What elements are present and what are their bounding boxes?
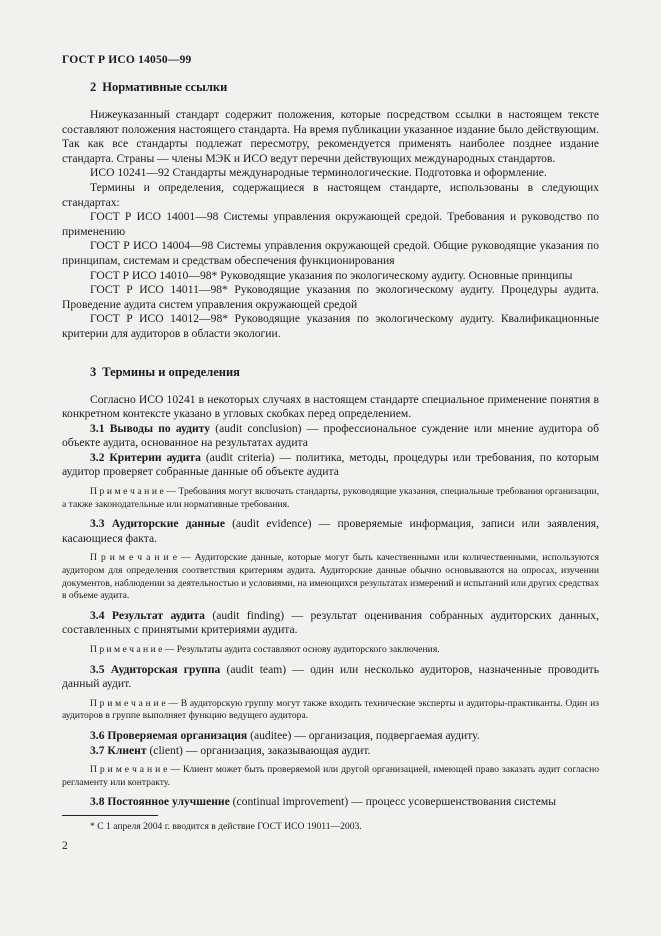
note-label: П р и м е ч а н и е	[90, 552, 177, 564]
note-label: П р и м е ч а н и е	[90, 644, 163, 655]
page-number: 2	[62, 840, 68, 852]
footnote: * С 1 апреля 2004 г. вводится в действие ГОСТ ИСО 19011—2003.	[90, 821, 362, 832]
note-text: — В аудиторскую группу могут также входить технические эксперты и аудиторы-практиканты. Один из аудиторов в группе выполняет функцию ведущего аудитора.	[62, 697, 599, 722]
term-entry	[62, 422, 599, 451]
reference-item: ГОСТ Р ИСО 14010—98* Руководящие указания по экологическому аудиту. Основные принципы	[90, 268, 573, 282]
note-label: П р и м е ч а н и е	[90, 697, 166, 709]
term-name: Аудиторские данные	[111, 517, 225, 531]
note-text: — Клиент может быть проверяемой или другой организацией, имеющей право заказать аудит согласно регламенту или контракту.	[62, 764, 600, 788]
term-number: 3.1	[90, 421, 105, 435]
term-english: (client)	[149, 743, 183, 757]
term-number: 3.3	[90, 517, 105, 531]
term-entry	[62, 663, 599, 692]
reference-item: ГОСТ Р ИСО 14001—98 Системы управления окружающей средой. Требования и руководство по применению	[62, 210, 599, 238]
section-number: 2	[90, 80, 97, 94]
note-text: — Результаты аудита составляют основу аудиторского заключения.	[164, 644, 440, 655]
term-number: 3.8	[90, 795, 105, 809]
term-definition: — проверяемые информация, записи или заявления, касающиеся факта.	[62, 517, 599, 545]
reference-item: ИСО 10241—92 Стандарты международные терминологические. Подготовка и оформление.	[90, 166, 547, 180]
section-number: 3	[90, 364, 97, 379]
footnote-divider	[62, 815, 158, 816]
term-definition: — политика, методы, процедуры или требования, по которым аудитор проверяет собранные данные об объекте аудита	[62, 450, 599, 479]
paragraph: Термины и определения, содержащиеся в настоящем стандарте, использованы в следующих стандартах:	[62, 180, 599, 209]
term-number: 3.2	[90, 450, 105, 464]
term-number: 3.6	[90, 728, 105, 742]
page-content	[62, 80, 599, 810]
section-title: Нормативные ссылки	[102, 80, 228, 94]
term-english: (audit finding)	[212, 608, 285, 622]
term-definition: — один или несколько аудиторов, назначенные проводить данный аудит.	[62, 662, 599, 691]
section-2-heading	[90, 80, 599, 95]
note-label: П р и м е ч а н и е	[90, 486, 164, 498]
term-note	[62, 486, 599, 511]
term-definition: — процесс усовершенствования системы	[351, 795, 556, 809]
term-definition: — профессиональное суждение или мнение аудитора об объекте аудита, основанное на результатах аудита	[62, 421, 599, 450]
term-name: Критерии аудита	[109, 450, 201, 464]
term-name: Выводы по аудиту	[109, 421, 211, 435]
paragraph: Согласно ИСО 10241 в некоторых случаях в настоящем стандарте специальное применение понятия в конкретном контексте указано в угловых скобках перед определением.	[62, 392, 599, 421]
reference-item: ГОСТ Р ИСО 14011—98* Руководящие указания по экологическому аудиту. Процедуры аудита. Проведение аудита систем управления окружающей средой	[62, 283, 599, 311]
term-name: Аудиторская группа	[110, 662, 221, 676]
term-entry	[62, 795, 599, 810]
term-english: (continual improvement)	[232, 795, 349, 809]
note-text: — Аудиторские данные, которые могут быть качественными или количественными, используются аудитором для определения соответствия критериям аудита. Аудиторские данные обычно основываются на опросах, изучении документов, наблюдении за деятельностью и условиями, на имеющихся результатах измерений и испытаний или других средствах в объеме аудита.	[62, 552, 600, 602]
term-name: Клиент	[107, 743, 147, 757]
term-definition: — организация, заказывающая аудит.	[185, 743, 371, 757]
section-3-heading	[90, 365, 599, 380]
term-note	[62, 644, 599, 657]
term-number: 3.5	[90, 662, 105, 676]
term-entry	[62, 517, 599, 546]
reference-item: ГОСТ Р ИСО 14012—98* Руководящие указания по экологическому аудиту. Квалификационные критерии для аудиторов в области экологии.	[62, 312, 599, 340]
term-number: 3.7	[90, 743, 105, 757]
note-label: П р и м е ч а н и е	[90, 764, 168, 776]
term-name: Результат аудита	[111, 608, 205, 622]
term-english: (auditee)	[250, 728, 292, 742]
paragraph: Нижеуказанный стандарт содержит положения, которые посредством ссылки в настоящем тексте составляют положения настоящего стандарта. На время публикации указанное издание было действующим. Так как все стандарты подлежат пересмотру, рекомендуется применять наиболее позднее издание стандарта. Страны — члены МЭК и ИСО ведут перечни действующих международных стандартов.	[62, 108, 599, 165]
term-name: Проверяемая организация	[107, 728, 248, 742]
term-note	[62, 698, 599, 723]
term-number: 3.4	[90, 608, 105, 622]
term-name: Постоянное улучшение	[107, 795, 230, 809]
term-english: (audit team)	[226, 662, 287, 676]
term-entry	[62, 744, 599, 759]
term-english: (audit criteria)	[205, 450, 275, 464]
term-entry	[62, 609, 599, 638]
note-text: — Требования могут включать стандарты, руководящие указания, специальные требования организации, а также законодательные или нормативные требования.	[62, 486, 600, 510]
term-english: (audit evidence)	[232, 517, 312, 531]
term-definition: — организация, подвергаемая аудиту.	[294, 728, 480, 742]
term-definition: — результат оценивания собранных аудиторских данных, составленных с принятыми критериями аудита.	[62, 608, 599, 637]
term-entry	[62, 451, 599, 480]
term-note	[62, 552, 599, 602]
section-title: Термины и определения	[102, 364, 240, 379]
term-entry	[62, 729, 599, 744]
term-english: (audit conclusion)	[215, 421, 302, 435]
term-note	[62, 764, 599, 789]
reference-item: ГОСТ Р ИСО 14004—98 Системы управления окружающей средой. Общие руководящие указания по принципам, системам и средствам обеспечения функционирования	[62, 239, 599, 267]
running-header: ГОСТ Р ИСО 14050—99	[62, 54, 192, 66]
